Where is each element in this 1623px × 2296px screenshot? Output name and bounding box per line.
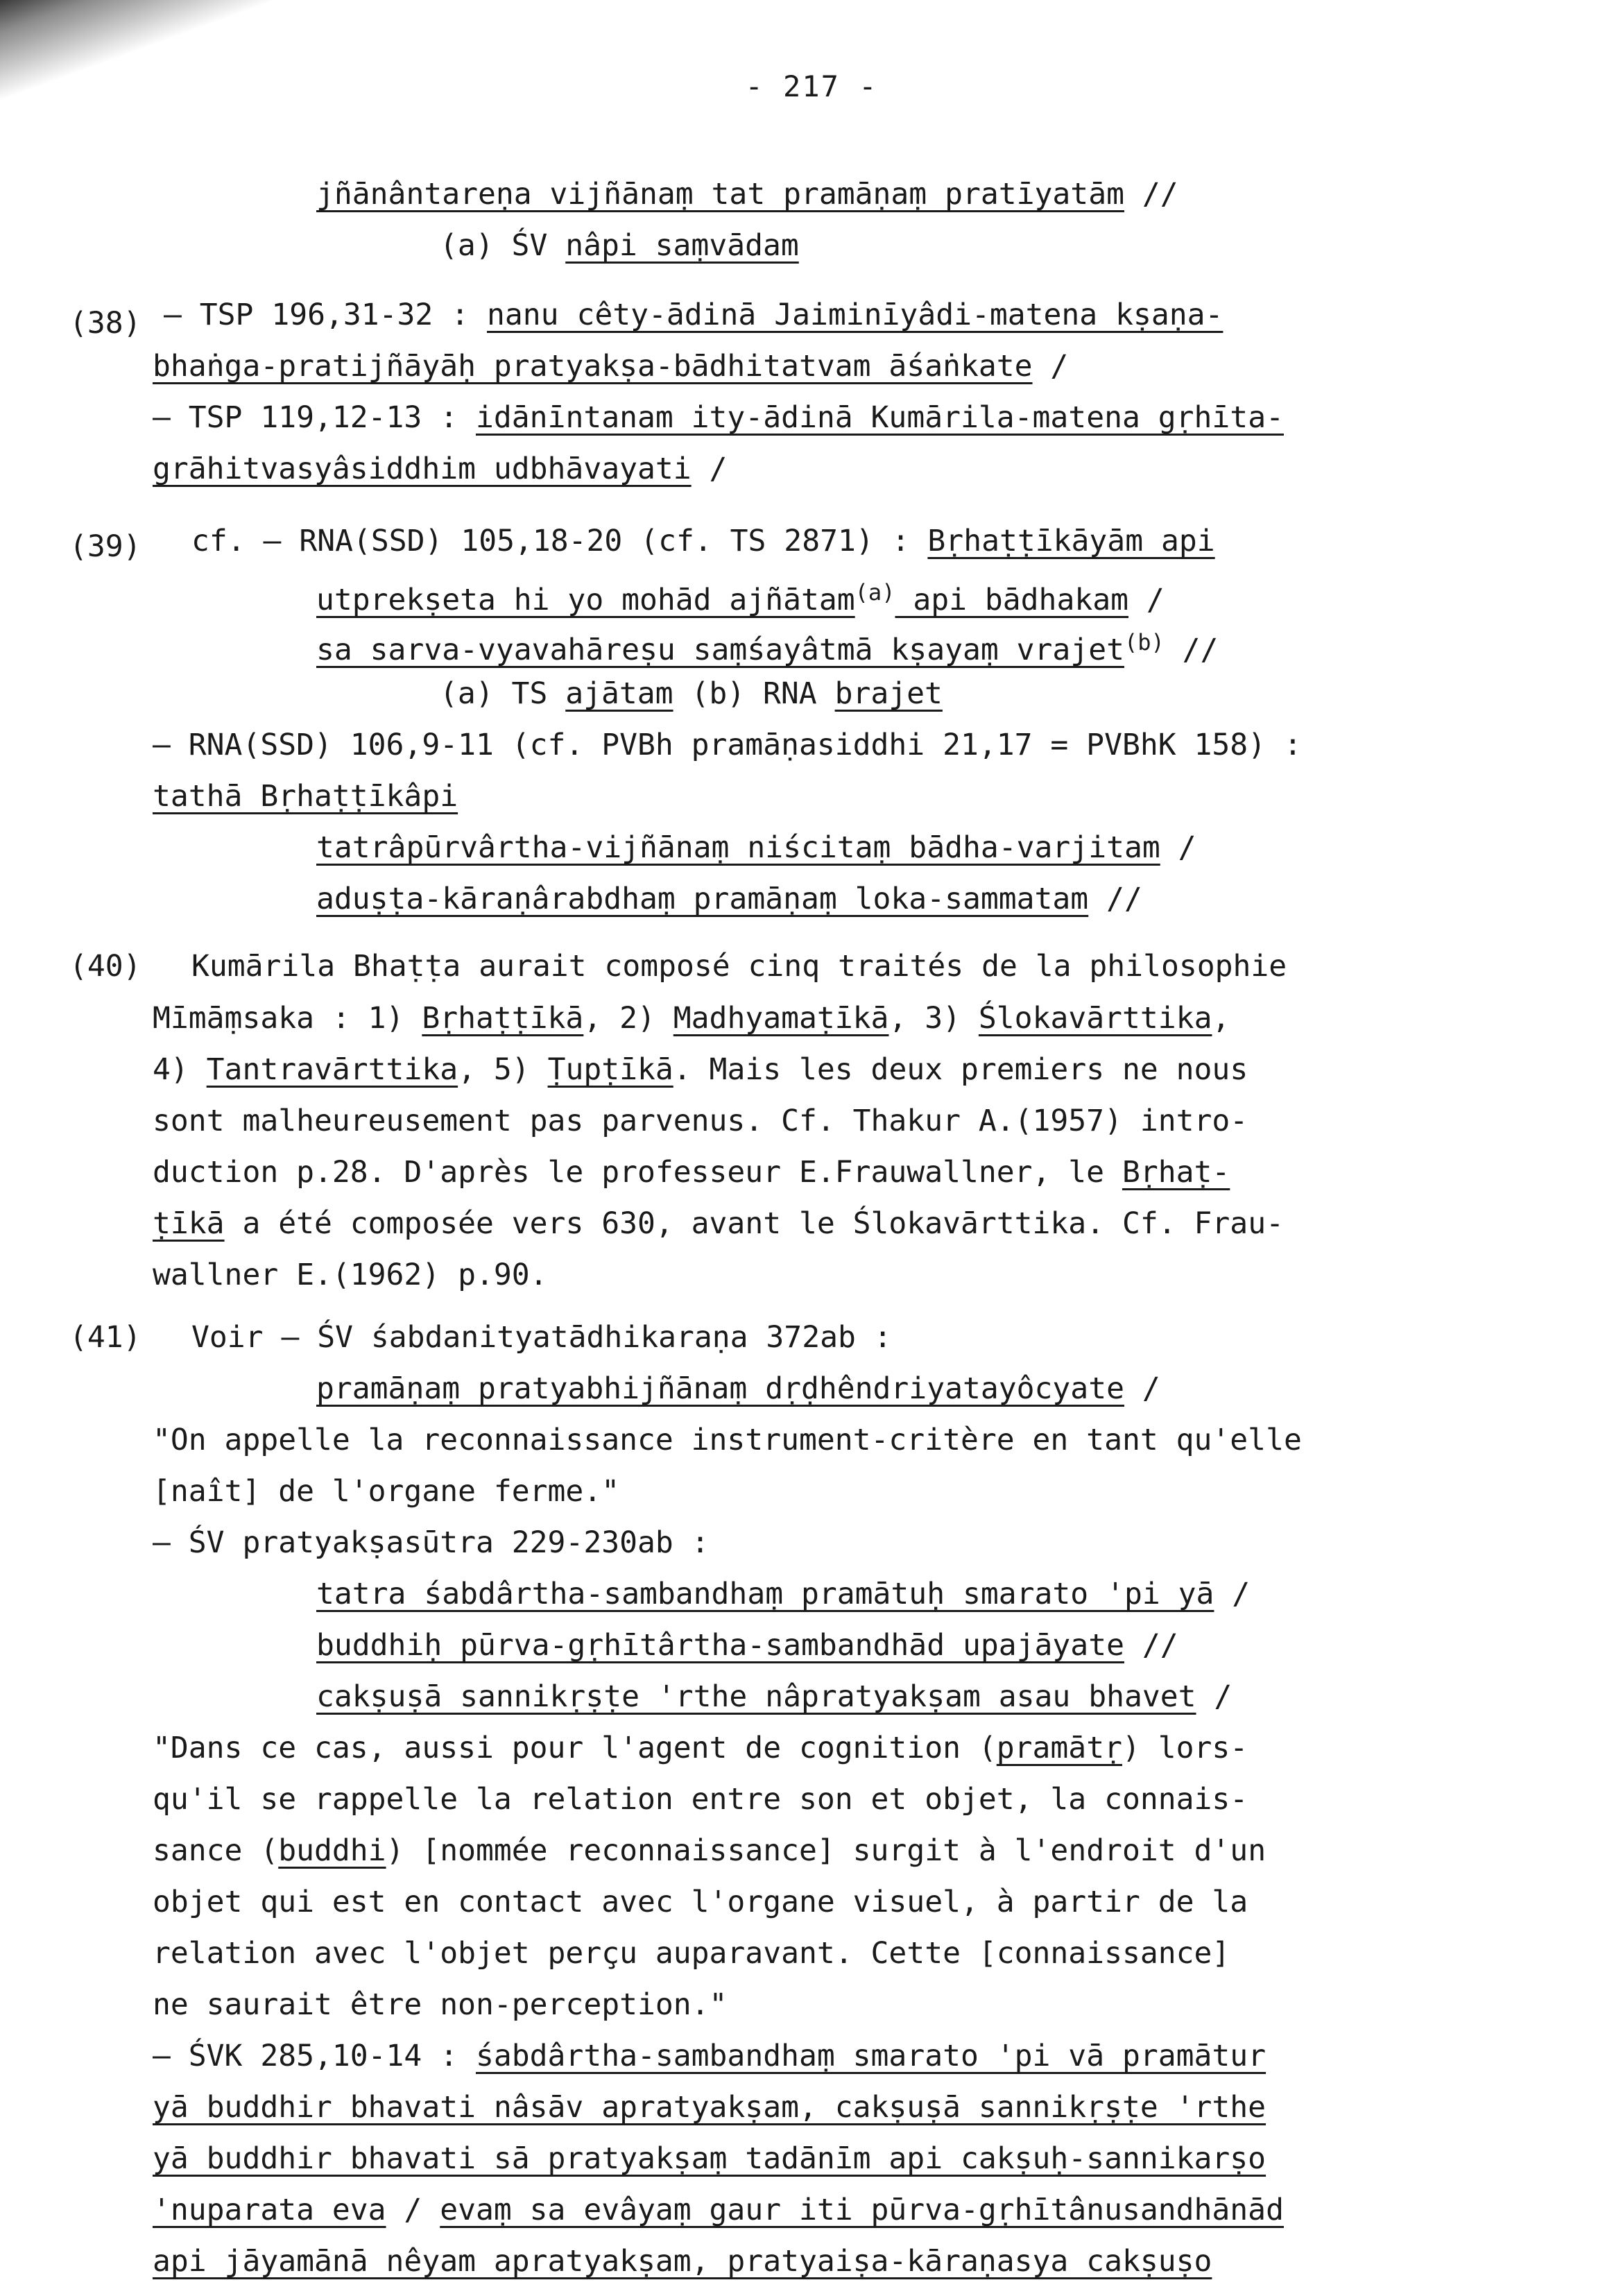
text-line — [153, 449, 727, 488]
text-segment: qu'il se rappelle la relation entre son et objet, la connais- — [153, 1782, 1248, 1817]
text-line — [316, 1626, 1178, 1665]
note-number-39: (39) — [69, 529, 141, 564]
text-line — [316, 1677, 1232, 1716]
sanskrit-citation: ṭīkā — [153, 1206, 225, 1241]
sanskrit-citation: cakṣuṣā sannikṛṣṭe 'rthe nâpratyakṣam asau bhavet — [316, 1679, 1196, 1714]
text-segment: Mīmāṃsaka : 1) — [153, 1001, 422, 1036]
text-segment: // — [1124, 177, 1178, 212]
sanskrit-citation: yā buddhir bhavati sā pratyakṣaṃ tadānīm api cakṣuḥ-sannikarṣo — [153, 2141, 1266, 2176]
text-line — [440, 226, 799, 265]
note-number-40: (40) — [69, 949, 141, 984]
text-segment: "On appelle la reconnaissance instrument-critère en tant qu'elle — [153, 1423, 1302, 1457]
text-line — [153, 347, 1068, 386]
text-segment: / — [691, 452, 728, 486]
text-segment: / — [1196, 1679, 1233, 1714]
text-line — [153, 1472, 619, 1511]
sanskrit-citation: pramātṛ — [996, 1731, 1122, 1765]
text-line — [153, 1729, 1248, 1767]
text-line — [191, 947, 1287, 986]
note-number-41: (41) — [69, 1320, 141, 1355]
text-line — [153, 777, 458, 816]
sanskrit-citation: jñānântareṇa vijñānaṃ tat pramāṇaṃ pratīyatām — [316, 177, 1124, 212]
text-segment: cf. – RNA(SSD) 105,18-20 (cf. TS 2871) : — [191, 524, 928, 558]
text-segment: / — [1128, 583, 1165, 617]
sanskrit-citation: evaṃ sa evâyaṃ gaur iti pūrva-gṛhītânusandhānād — [440, 2193, 1284, 2227]
text-line — [316, 623, 1219, 667]
sanskrit-citation: Ṭupṭīkā — [547, 1052, 673, 1087]
text-line — [153, 2088, 1266, 2127]
text-line — [153, 1153, 1230, 1192]
sanskrit-citation: nâpi saṃvādam — [565, 228, 799, 263]
text-segment: // — [1124, 1628, 1178, 1663]
sanskrit-citation: sa sarva-vyavahāreṣu saṃśayâtmā kṣayaṃ vrajet — [316, 633, 1124, 667]
text-segment: , 2) — [583, 1001, 673, 1036]
text-segment: "Dans ce cas, aussi pour l'agent de cognition ( — [153, 1731, 997, 1765]
sanskrit-citation: buddhi — [278, 1833, 386, 1868]
sanskrit-citation: Ślokavārttika — [978, 1001, 1212, 1036]
text-segment: / — [1160, 830, 1196, 865]
text-segment: (a) ŚV — [440, 228, 566, 263]
text-line — [153, 1102, 1248, 1140]
text-line — [191, 1318, 892, 1357]
sanskrit-citation: tatra śabdârtha-sambandhaṃ pramātuḥ smarato 'pi yā — [316, 1577, 1214, 1611]
text-line — [153, 1050, 1248, 1089]
text-line — [153, 1985, 727, 2024]
sanskrit-citation: Tantravārttika — [206, 1052, 458, 1087]
text-line — [316, 828, 1196, 867]
text-segment: // — [1164, 633, 1219, 667]
sanskrit-citation: grāhitvasyâsiddhim udbhāvayati — [153, 452, 692, 486]
text-segment: 4) — [153, 1052, 207, 1087]
page-number: - 217 - — [745, 69, 878, 103]
sanskrit-citation: api jāyamānā nêyam apratyakṣam, pratyaiṣa-kāraṇasya cakṣuṣo — [153, 2244, 1212, 2279]
text-segment: ) [nommée reconnaissance] surgit à l'endroit d'un — [386, 1833, 1266, 1868]
text-segment: wallner E.(1962) p.90. — [153, 1258, 548, 1292]
text-segment: (b) — [1124, 629, 1165, 656]
sanskrit-citation: yā buddhir bhavati nâsāv apratyakṣam, cakṣuṣā sannikṛṣṭe 'rthe — [153, 2090, 1266, 2125]
text-segment: relation avec l'objet perçu auparavant. Cette [connaissance] — [153, 1936, 1230, 1971]
sanskrit-citation: ajātam — [565, 676, 673, 711]
text-line — [153, 2037, 1266, 2075]
text-segment: – ŚVK 285,10-14 : — [153, 2039, 476, 2073]
sanskrit-citation: Bṛhaṭṭīkā — [422, 1001, 584, 1036]
text-segment: / — [1032, 349, 1069, 384]
text-segment: – RNA(SSD) 106,9-11 (cf. PVBh pramāṇasiddhi 21,17 = PVBhK 158) : — [153, 728, 1302, 762]
text-segment: . Mais les deux premiers ne nous — [673, 1052, 1248, 1087]
text-line — [153, 1831, 1266, 1870]
sanskrit-citation: tathā Bṛhaṭṭīkâpi — [153, 779, 458, 814]
text-segment: // — [1088, 882, 1142, 916]
text-segment: , — [1212, 1001, 1230, 1036]
text-line — [440, 674, 943, 713]
text-segment: / — [386, 2193, 440, 2227]
sanskrit-citation: śabdârtha-sambandhaṃ smarato 'pi vā pramātur — [476, 2039, 1266, 2073]
text-line — [153, 1256, 548, 1294]
text-segment: – TSP 196,31-32 : — [164, 298, 487, 332]
text-segment: duction p.28. D'après le professeur E.Frauwallner, le — [153, 1155, 1122, 1190]
text-segment: (b) RNA — [673, 676, 835, 711]
text-line — [153, 726, 1302, 764]
text-line — [153, 1523, 710, 1562]
sanskrit-citation: Madhyamaṭīkā — [673, 1001, 889, 1036]
text-line — [164, 295, 1223, 334]
text-segment: , 3) — [888, 1001, 979, 1036]
sanskrit-citation: pramāṇaṃ pratyabhijñānaṃ dṛḍhêndriyatayôcyate — [316, 1371, 1124, 1406]
text-line — [316, 1575, 1250, 1613]
text-line — [316, 1369, 1160, 1408]
sanskrit-citation: tatrâpūrvârtha-vijñānaṃ niścitaṃ bādha-varjitam — [316, 830, 1160, 865]
sanskrit-citation: Bṛhaṭ- — [1122, 1155, 1230, 1190]
text-segment: – TSP 119,12-13 : — [153, 400, 476, 435]
text-segment: sance ( — [153, 1833, 279, 1868]
text-line — [153, 999, 1230, 1038]
text-segment: / — [1214, 1577, 1251, 1611]
text-segment: sont malheureusement pas parvenus. Cf. Thakur A.(1957) intro- — [153, 1104, 1248, 1138]
sanskrit-citation: utprekṣeta hi yo mohād ajñātam — [316, 583, 855, 617]
text-line — [153, 1934, 1230, 1973]
text-segment: ) lors- — [1122, 1731, 1248, 1765]
text-segment: (a) TS — [440, 676, 566, 711]
text-line — [153, 2191, 1284, 2229]
text-line — [153, 1883, 1248, 1921]
text-segment: (a) — [855, 579, 895, 606]
text-segment: / — [1124, 1371, 1160, 1406]
sanskrit-citation: bhaṅga-pratijñāyāḥ pratyakṣa-bādhitatvam āśaṅkate — [153, 349, 1033, 384]
text-line — [153, 2139, 1266, 2178]
text-line — [316, 175, 1178, 214]
text-segment: , 5) — [458, 1052, 548, 1087]
text-line — [153, 1780, 1248, 1819]
text-line — [316, 880, 1142, 918]
text-segment: objet qui est en contact avec l'organe visuel, à partir de la — [153, 1885, 1248, 1919]
text-line — [153, 1421, 1302, 1459]
sanskrit-citation: brajet — [834, 676, 943, 711]
sanskrit-citation: idānīntanam ity-ādinā Kumārila-matena gṛhīta- — [476, 400, 1284, 435]
text-segment: Kumārila Bhaṭṭa aurait composé cinq traités de la philosophie — [191, 949, 1287, 984]
sanskrit-citation: Bṛhaṭṭīkāyām api — [927, 524, 1215, 558]
note-number-38: (38) — [69, 306, 141, 341]
text-line — [191, 522, 1215, 560]
sanskrit-citation: 'nuparata eva — [153, 2193, 386, 2227]
text-segment: [naît] de l'organe ferme." — [153, 1474, 620, 1509]
sanskrit-citation: buddhiḥ pūrva-gṛhītârtha-sambandhād upajāyate — [316, 1628, 1124, 1663]
text-line — [153, 1204, 1284, 1243]
text-line — [153, 2242, 1212, 2281]
text-line — [316, 573, 1165, 617]
text-segment: Voir – ŚV śabdanityatādhikaraṇa 372ab : — [191, 1320, 892, 1355]
text-segment: a été composée vers 630, avant le Ślokavārttika. Cf. Frau- — [224, 1206, 1284, 1241]
text-segment: ne saurait être non-perception." — [153, 1987, 728, 2022]
text-segment: – ŚV pratyakṣasūtra 229-230ab : — [153, 1525, 710, 1560]
sanskrit-citation: api bādhakam — [895, 583, 1128, 617]
text-line — [153, 398, 1284, 437]
sanskrit-citation: nanu cêty-ādinā Jaiminīyâdi-matena kṣaṇa- — [487, 298, 1223, 332]
sanskrit-citation: aduṣṭa-kāraṇârabdhaṃ pramāṇaṃ loka-sammatam — [316, 882, 1089, 916]
